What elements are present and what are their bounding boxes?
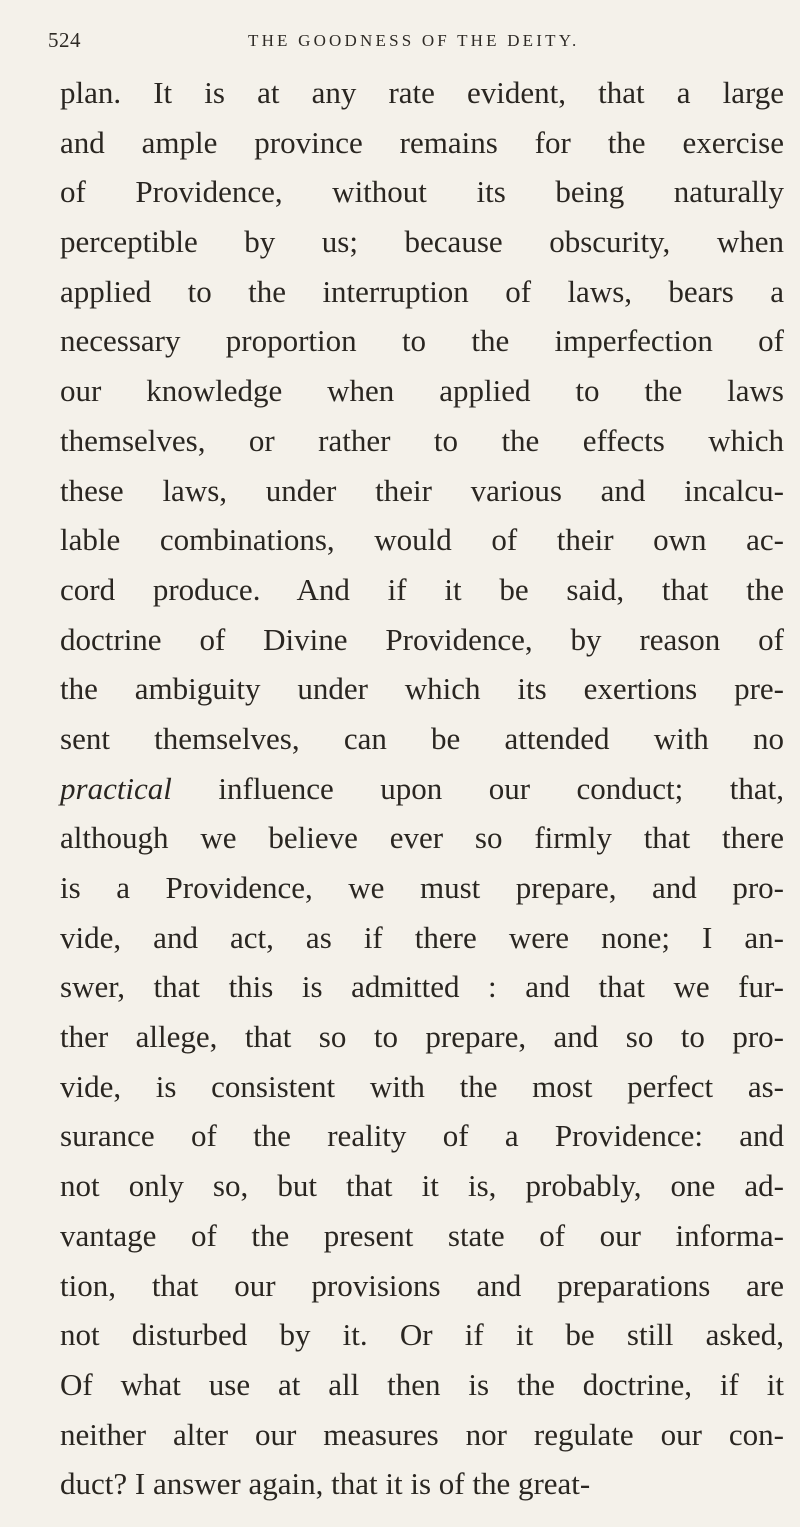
text-line: not only so, but that it is, probably, one ad- (60, 1168, 784, 1204)
text-line: and ample province remains for the exercise (60, 124, 784, 160)
text-line: lable combinations, would of their own ac- (60, 522, 784, 558)
text-line: surance of the reality of a Providence: and (60, 1118, 784, 1154)
text-line: vide, and act, as if there were none; I an- (60, 919, 784, 955)
text-line: our knowledge when applied to the laws (60, 373, 784, 409)
text-line: cord produce. And if it be said, that the (60, 571, 784, 607)
text-line: is a Providence, we must prepare, and pro- (60, 870, 784, 905)
text-line: perceptible by us; because obscurity, when (60, 224, 784, 260)
text-line: themselves, or rather to the effects which (60, 422, 784, 458)
text-line: the ambiguity under which its exertions pre- (60, 671, 784, 707)
text-line: tion, that our provisions and preparations are (60, 1267, 784, 1303)
text-line: necessary proportion to the imperfection of (60, 323, 784, 359)
text-line-with-italic (60, 764, 784, 814)
running-head (48, 20, 720, 56)
text-line: swer, that this is admitted : and that we fur- (60, 969, 784, 1005)
text-line: vantage of the present state of our informa- (60, 1217, 784, 1253)
page-number: 524 (48, 28, 81, 52)
text-line: duct? I answer again, that it is of the great- (60, 1466, 591, 1502)
body-text (60, 68, 784, 1509)
italic-word: practical (60, 770, 172, 806)
text-line: ther allege, that so to prepare, and so to pro- (60, 1019, 784, 1055)
text-line: sent themselves, can be attended with no (60, 720, 784, 756)
text-line: of Providence, without its being naturally (60, 174, 784, 210)
text-line: applied to the interruption of laws, bears a (60, 273, 784, 309)
text-line: these laws, under their various and incalcu- (60, 472, 784, 508)
running-title: THE GOODNESS OF THE DEITY. (248, 31, 580, 50)
text-fragment: influence upon our conduct; that, (218, 770, 785, 806)
text-line: although we believe ever so firmly that there (60, 820, 784, 856)
text-line: doctrine of Divine Providence, by reason of (60, 621, 784, 657)
text-line: plan. It is at any rate evident, that a large (60, 75, 784, 110)
text-line: not disturbed by it. Or if it be still asked, (60, 1317, 784, 1353)
text-line: Of what use at all then is the doctrine, if it (60, 1366, 784, 1402)
text-line: neither alter our measures nor regulate our con- (60, 1416, 784, 1452)
text-line: vide, is consistent with the most perfect as- (60, 1068, 784, 1104)
